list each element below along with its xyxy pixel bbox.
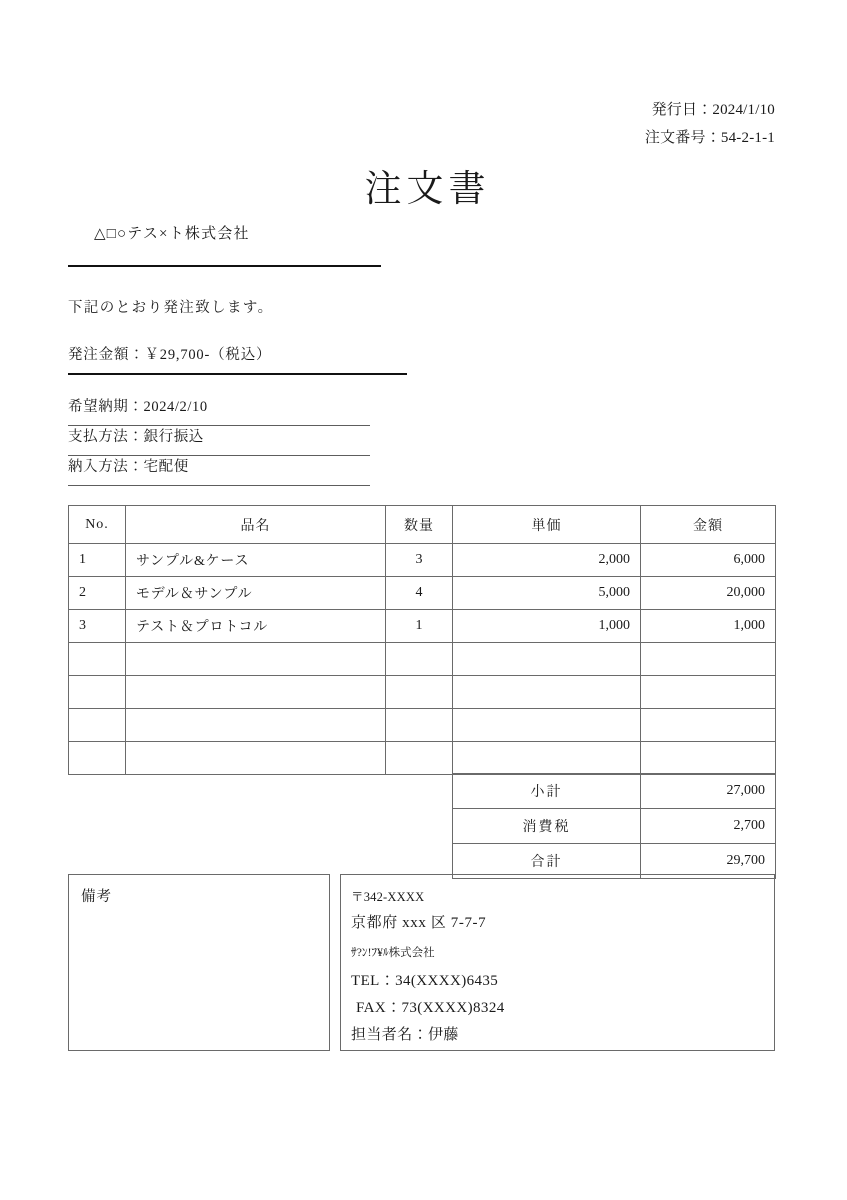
tax-value: 2,700	[641, 809, 776, 844]
cell-qty	[386, 676, 453, 709]
cell-no: 3	[69, 610, 126, 643]
issue-date: 発行日：2024/1/10	[651, 102, 775, 118]
supplier-box	[340, 874, 775, 1051]
supplier-address: 京都府 xxx 区 7-7-7	[351, 915, 487, 931]
supplier-tel: TEL：34(XXXX)6435	[351, 973, 499, 989]
term-delivery-date: 希望納期：2024/2/10	[68, 396, 370, 426]
table-row	[69, 676, 776, 709]
document-meta	[645, 96, 775, 152]
cell-qty	[386, 643, 453, 676]
cell-name	[126, 742, 386, 775]
totals-row-subtotal	[453, 774, 776, 809]
cell-amount: 1,000	[641, 610, 776, 643]
items-table-header-row	[69, 506, 776, 544]
grand-total-label: 合計	[453, 844, 641, 879]
cell-price: 5,000	[453, 577, 641, 610]
intro-text: 下記のとおり発注致します。	[68, 300, 274, 316]
column-header-name: 品名	[126, 506, 386, 544]
table-row	[69, 709, 776, 742]
cell-name	[126, 676, 386, 709]
cell-amount	[641, 676, 776, 709]
cell-no	[69, 742, 126, 775]
column-header-price: 単価	[453, 506, 641, 544]
cell-name	[126, 709, 386, 742]
tax-label: 消費税	[453, 809, 641, 844]
cell-name: サンプル&ケース	[126, 544, 386, 577]
cell-qty: 4	[386, 577, 453, 610]
order-amount: 発注金額：￥29,700-（税込）	[68, 343, 407, 375]
cell-name	[126, 643, 386, 676]
column-header-qty: 数量	[386, 506, 453, 544]
grand-total-value: 29,700	[641, 844, 776, 879]
subtotal-value: 27,000	[641, 774, 776, 809]
subtotal-label: 小計	[453, 774, 641, 809]
cell-no: 2	[69, 577, 126, 610]
cell-qty	[386, 742, 453, 775]
page-title: 注文書	[364, 169, 491, 210]
cell-no: 1	[69, 544, 126, 577]
supplier-company: ｻ?ﾝ!ﾌ¥ﾙ株式会社	[351, 947, 435, 959]
column-header-amount: 金額	[641, 506, 776, 544]
cell-price	[453, 709, 641, 742]
terms-list	[68, 396, 370, 486]
term-shipping-method: 納入方法：宅配便	[68, 456, 370, 486]
supplier-postal-code: 〒342-XXXX	[351, 890, 425, 904]
cell-price	[453, 676, 641, 709]
cell-qty: 3	[386, 544, 453, 577]
table-row	[69, 610, 776, 643]
supplier-fax: FAX：73(XXXX)8324	[356, 1000, 505, 1016]
cell-amount	[641, 709, 776, 742]
cell-amount: 6,000	[641, 544, 776, 577]
column-header-no: No.	[69, 506, 126, 544]
addressee-name: △□○テス×ト株式会社	[94, 226, 250, 242]
cell-name: テスト＆プロトコル	[126, 610, 386, 643]
addressee-rule	[68, 265, 381, 267]
cell-no	[69, 709, 126, 742]
cell-amount	[641, 643, 776, 676]
term-payment-method: 支払方法：銀行振込	[68, 426, 370, 456]
table-row	[69, 544, 776, 577]
cell-name: モデル＆サンプル	[126, 577, 386, 610]
cell-price: 1,000	[453, 610, 641, 643]
items-table	[68, 505, 776, 775]
table-row	[69, 643, 776, 676]
cell-amount	[641, 742, 776, 775]
cell-qty	[386, 709, 453, 742]
cell-no	[69, 676, 126, 709]
table-row	[69, 577, 776, 610]
remarks-box	[68, 874, 330, 1051]
cell-no	[69, 643, 126, 676]
cell-price	[453, 643, 641, 676]
supplier-contact-person: 担当者名：伊藤	[351, 1027, 459, 1043]
table-row	[69, 742, 776, 775]
order-number: 注文番号：54-2-1-1	[644, 130, 775, 146]
totals-table	[452, 773, 776, 879]
cell-price: 2,000	[453, 544, 641, 577]
remarks-label: 備考	[81, 889, 112, 905]
cell-price	[453, 742, 641, 775]
totals-row-tax	[453, 809, 776, 844]
cell-amount: 20,000	[641, 577, 776, 610]
cell-qty: 1	[386, 610, 453, 643]
